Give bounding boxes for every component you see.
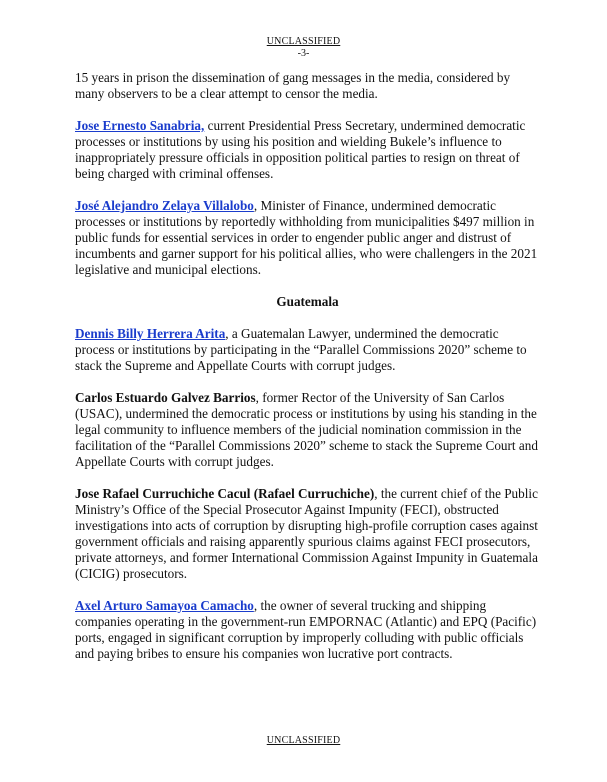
entry-text-herrera: , a Guatemalan Lawyer, undermined the democratic process or institutions by participating in the “Parallel Commissions 2020” scheme to stack the Supreme and Appellate Courts with corrupt judges.: [75, 326, 527, 373]
entry-sanabria: [75, 118, 540, 182]
entry-samayoa: [75, 598, 540, 662]
continuation-paragraph: 15 years in prison the dissemination of gang messages in the media, considered by many observers to be a clear attempt to censor the media.: [75, 70, 511, 101]
entry-text-zelaya: , Minister of Finance, undermined democratic processes or institutions by reportedly withholding from municipalities $497 million in public funds for essential services in order to engender public anger and distrust of incumbents and garner support for his political allies, who were challengers in the 2021 legislative and municipal elections.: [75, 198, 538, 277]
entry-text-curruchiche: , the current chief of the Public Ministry’s Office of the Special Prosecutor Against Impunity (FECI), obstructed investigations into acts of corruption by disrupting high-profile corruption cases against government officials and raising apparently spurious claims against FECI prosecutors, private attorneys, and former International Commission Against Impunity in Guatemala (CICIG) prosecutors.: [75, 486, 538, 581]
entry-galvez: [75, 390, 540, 470]
page-number: -3-: [297, 48, 310, 59]
entry-curruchiche: [75, 486, 540, 582]
section-heading-guatemala: Guatemala: [276, 294, 339, 309]
header-classification: UNCLASSIFIED: [266, 36, 341, 47]
name-link-samayoa[interactable]: Axel Arturo Samayoa Camacho: [75, 598, 254, 613]
entry-zelaya: [75, 198, 540, 278]
name-link-zelaya[interactable]: José Alejandro Zelaya Villalobo: [75, 198, 254, 213]
entry-herrera: [75, 326, 540, 374]
name-galvez: Carlos Estuardo Galvez Barrios: [75, 390, 256, 405]
name-link-herrera[interactable]: Dennis Billy Herrera Arita: [75, 326, 226, 341]
entry-text-sanabria: current Presidential Press Secretary, undermined democratic processes or institutions by using his position and wielding Bukele’s influence to inappropriately pressure officials in opposition political parties to resign on threat of being charged with criminal offenses.: [75, 118, 526, 181]
name-curruchiche: Jose Rafael Curruchiche Cacul (Rafael Curruchiche): [75, 486, 375, 501]
document-body: [75, 70, 540, 678]
entry-text-samayoa: , the owner of several trucking and shipping companies operating in the government-run EMPORNAC (Atlantic) and EPQ (Pacific) ports, engaged in significant corruption by improperly colluding with public officials and paying bribes to ensure his companies won lucrative port contracts.: [75, 598, 537, 661]
name-link-sanabria[interactable]: Jose Ernesto Sanabria,: [75, 118, 205, 133]
footer-classification: UNCLASSIFIED: [266, 735, 341, 746]
entry-text-galvez: , former Rector of the University of San Carlos (USAC), undermined the democratic process or institutions by using his standing in the legal community to influence members of the judicial nomination commission in the facilitation of the “Parallel Commissions 2020” scheme to stack the Supreme Court and Appellate Courts with corrupt judges.: [75, 390, 538, 469]
